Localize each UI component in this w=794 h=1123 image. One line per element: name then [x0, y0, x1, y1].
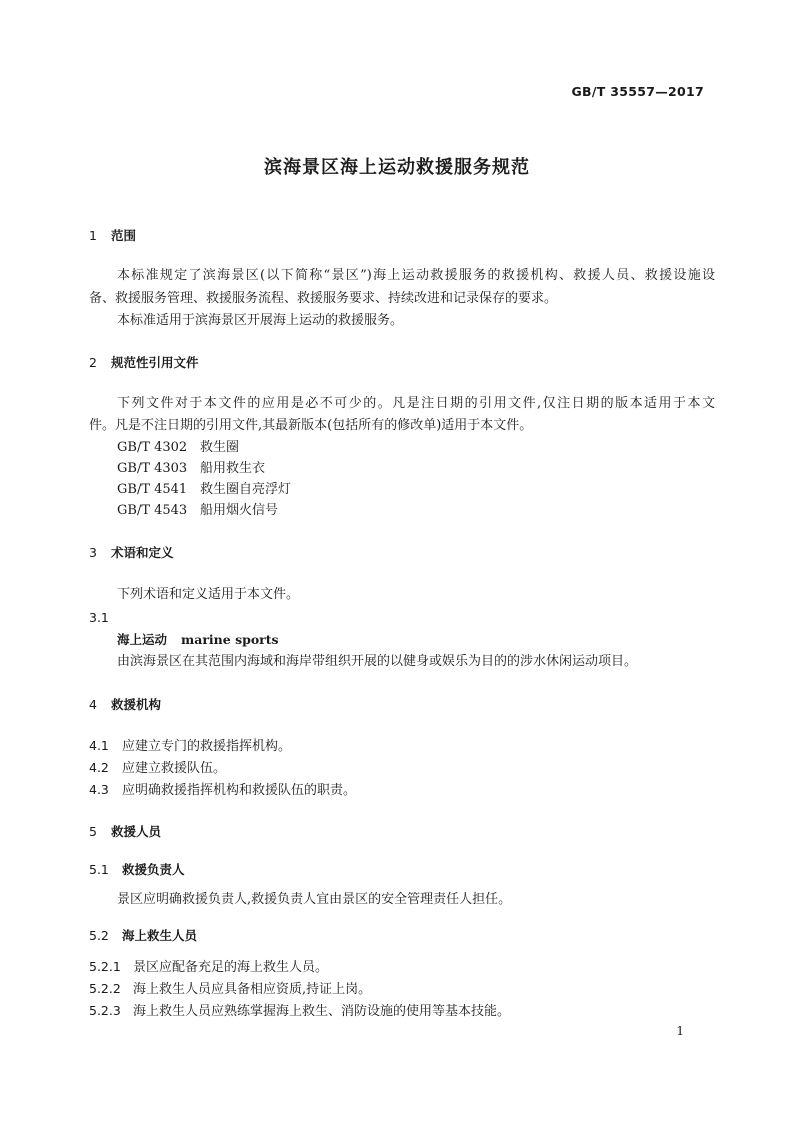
section-2-paragraph-line: 下列文件对于本文件的应用是必不可少的。凡是注日期的引用文件,仅注日期的版本适用于本文 [117, 396, 715, 411]
reference-title: 救生圈自亮浮灯 [200, 482, 292, 497]
clause-item [89, 1003, 510, 1020]
clause-number: 5.2.1 [89, 959, 121, 974]
clause-item [89, 782, 356, 799]
clause-text: 海上救生人员应熟练掌握海上救生、消防设施的使用等基本技能。 [133, 1004, 511, 1019]
term-chinese: 海上运动 [117, 632, 168, 647]
clause-text: 应建立救援队伍。 [122, 761, 227, 776]
section-3-heading [89, 545, 174, 561]
section-1-paragraph-line: 本标准规定了滨海景区(以下简称“景区”)海上运动救援服务的救援机构、救援人员、救援设施设 [117, 268, 715, 283]
reference-item [117, 461, 265, 477]
reference-item [117, 482, 291, 498]
subsection-title: 救援负责人 [122, 862, 185, 877]
reference-code: GB/T 4302 [117, 440, 188, 455]
subsection-title: 海上救生人员 [122, 928, 198, 943]
section-title: 规范性引用文件 [111, 355, 199, 370]
section-title: 范围 [111, 228, 137, 243]
clause-text: 景区应配备充足的海上救生人员。 [133, 960, 329, 975]
subsection-number: 5.1 [89, 862, 109, 877]
subsection-5-2-heading [89, 928, 197, 944]
section-title: 救援人员 [111, 824, 162, 839]
clause-item [89, 738, 291, 755]
term-english: marine sports [181, 632, 279, 647]
subsection-5-1-heading [89, 862, 185, 878]
term-definition: 由滨海景区在其范围内海域和海岸带组织开展的以健身或娱乐为目的的涉水休闲运动项目。 [117, 654, 638, 669]
page-number: 1 [676, 1024, 684, 1038]
section-number: 4 [89, 697, 97, 712]
standard-code: GB/T 35557—2017 [571, 84, 704, 99]
clause-item [89, 760, 226, 777]
section-number: 2 [89, 355, 97, 370]
clause-number: 4.3 [89, 782, 109, 797]
clause-number: 4.2 [89, 760, 109, 775]
subsection-number: 5.2 [89, 928, 109, 943]
section-number: 5 [89, 824, 97, 839]
section-1-paragraph-line: 备、救援服务管理、救援服务流程、救援服务要求、持续改进和记录保存的要求。 [89, 291, 558, 306]
section-title: 术语和定义 [111, 545, 174, 560]
clause-item [89, 981, 371, 998]
section-1-paragraph: 本标准适用于滨海景区开展海上运动的救援服务。 [117, 313, 404, 328]
reference-code: GB/T 4543 [117, 503, 188, 518]
reference-title: 船用烟火信号 [200, 503, 279, 518]
clause-text: 应明确救援指挥机构和救援队伍的职责。 [122, 783, 357, 798]
subsection-5-1-paragraph: 景区应明确救援负责人,救援负责人宜由景区的安全管理责任人担任。 [117, 892, 512, 907]
clause-text: 海上救生人员应具备相应资质,持证上岗。 [133, 982, 372, 997]
document-title: 滨海景区海上运动救援服务规范 [264, 157, 530, 178]
section-number: 1 [89, 228, 97, 243]
section-3-paragraph: 下列术语和定义适用于本文件。 [117, 587, 300, 602]
reference-item [117, 440, 239, 456]
reference-code: GB/T 4541 [117, 482, 188, 497]
reference-title: 救生圈 [200, 440, 240, 455]
reference-title: 船用救生衣 [200, 461, 266, 476]
clause-text: 应建立专门的救援指挥机构。 [122, 739, 292, 754]
clause-number: 4.1 [89, 738, 109, 753]
clause-item [89, 959, 328, 976]
section-number: 3 [89, 545, 97, 560]
reference-code: GB/T 4303 [117, 461, 188, 476]
section-4-heading [89, 697, 161, 713]
clause-number: 5.2.2 [89, 981, 121, 996]
section-1-heading [89, 228, 136, 244]
section-title: 救援机构 [111, 697, 162, 712]
section-5-heading [89, 824, 161, 840]
clause-number: 5.2.3 [89, 1003, 121, 1018]
section-2-paragraph-line: 件。凡是不注日期的引用文件,其最新版本(包括所有的修改单)适用于本文件。 [89, 418, 533, 433]
term-number: 3.1 [89, 610, 109, 625]
section-2-heading [89, 355, 199, 371]
reference-item [117, 503, 278, 519]
term-entry [117, 632, 279, 648]
